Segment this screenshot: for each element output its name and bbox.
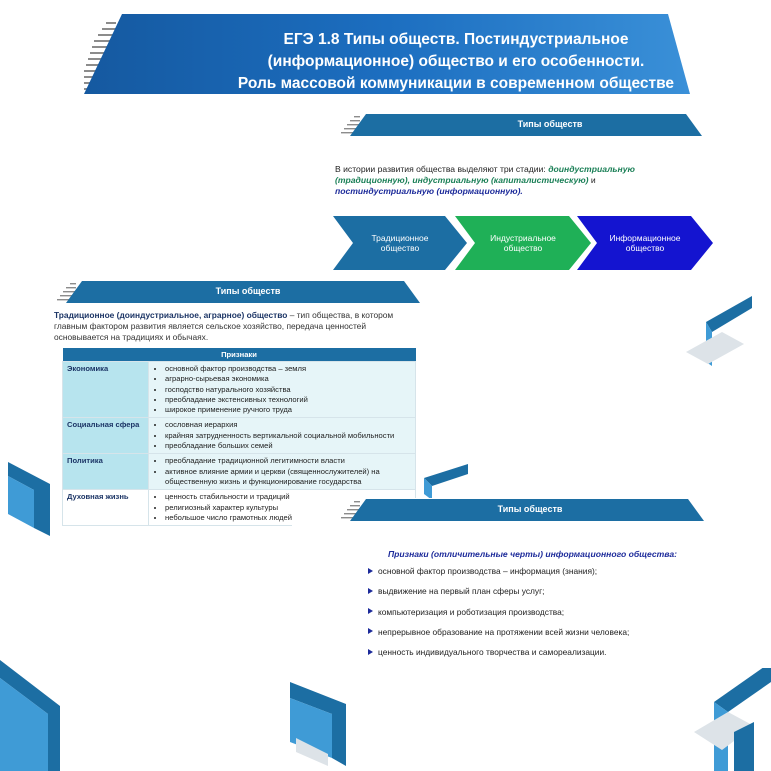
information-society-features-list bbox=[368, 566, 629, 667]
list-item: • преобладание традиционной легитимности власти bbox=[165, 456, 411, 466]
intro-prefix: В истории развития общества выделяют три стадии: bbox=[335, 164, 549, 174]
list-item: • преобладание больших семей bbox=[165, 441, 411, 451]
decorative-block-bottom-left bbox=[0, 660, 66, 771]
list-item: • сословная иерархия bbox=[165, 420, 411, 430]
row-category: Духовная жизнь bbox=[63, 490, 149, 526]
table-row bbox=[63, 454, 416, 490]
table-row bbox=[63, 418, 416, 454]
list-item: • господство натурального хозяйства bbox=[165, 385, 411, 395]
list-item: основной фактор производства – информация (знания); bbox=[368, 566, 629, 586]
stage-arrow-traditional-line2: общество bbox=[380, 243, 420, 253]
row-category: Социальная сфера bbox=[63, 418, 149, 454]
list-item: • широкое применение ручного труда bbox=[165, 405, 411, 415]
row-items bbox=[149, 362, 416, 418]
list-item: • ценность стабильности и традиций bbox=[165, 492, 411, 502]
section1-intro bbox=[335, 164, 695, 197]
list-item: выдвижение на первый план сферы услуг; bbox=[368, 586, 629, 606]
stage-arrow-information-line1: Информационное bbox=[609, 233, 681, 243]
traditional-society-definition bbox=[54, 310, 402, 343]
row-category: Экономика bbox=[63, 362, 149, 418]
title-banner bbox=[84, 14, 690, 94]
definition-term: Традиционное (доиндустриальное, аграрное) общество bbox=[54, 310, 288, 320]
title-line-2: (информационное) общество и его особенности. bbox=[267, 53, 645, 70]
stage-arrow-industrial bbox=[455, 216, 591, 270]
decorative-block-left bbox=[8, 462, 50, 536]
decorative-block-bottom-right bbox=[694, 662, 771, 771]
list-item: • преобладание экстенсивных технологий bbox=[165, 395, 411, 405]
list-item: непрерывное образование на протяжении всей жизни человека; bbox=[368, 627, 629, 647]
stage-arrow-information bbox=[577, 216, 713, 270]
section3-header-label: Типы обществ bbox=[497, 504, 563, 514]
decorative-block-center bbox=[424, 464, 468, 500]
stage-arrow-traditional bbox=[333, 216, 467, 270]
list-item: ценность индивидуального творчества и самореализации. bbox=[368, 647, 629, 667]
intro-and: и bbox=[588, 175, 596, 185]
section2-header-label: Типы обществ bbox=[215, 286, 281, 296]
decorative-block-right-upper bbox=[686, 296, 752, 366]
table-row bbox=[63, 362, 416, 418]
list-item: • крайняя затрудненность вертикальной социальной мобильности bbox=[165, 431, 411, 441]
table-header: Признаки bbox=[63, 348, 416, 362]
row-items bbox=[149, 454, 416, 490]
intro-stage-traditional-industrial: доиндустриальную (традиционную), индустриальную (капиталистическую) bbox=[335, 164, 635, 185]
title-line-3: Роль массовой коммуникации в современном обществе bbox=[237, 75, 675, 92]
decorative-block-bottom-center bbox=[290, 682, 360, 766]
list-item: • активное влияние армии и церкви (священнослужителей) на общественную жизнь и функционирование государства bbox=[165, 467, 411, 488]
information-society-features-title: Признаки (отличительные черты) информационного общества: bbox=[388, 549, 678, 559]
list-item: • основной фактор производства – земля bbox=[165, 364, 411, 374]
title-line-1: ЕГЭ 1.8 Типы обществ. Постиндустриальное bbox=[283, 31, 629, 48]
row-category: Политика bbox=[63, 454, 149, 490]
row-items bbox=[149, 418, 416, 454]
section2-header bbox=[56, 281, 420, 303]
section3-header bbox=[340, 499, 704, 521]
stage-arrow-information-line2: общество bbox=[625, 243, 665, 253]
list-item: • небольшое число грамотных людей bbox=[165, 513, 411, 523]
page-title bbox=[176, 29, 736, 95]
stage-arrow-industrial-line1: Индустриальное bbox=[490, 233, 556, 243]
list-item: • аграрно-сырьевая экономика bbox=[165, 374, 411, 384]
list-item: • религиозный характер культуры bbox=[165, 503, 411, 513]
stage-arrow-traditional-line1: Традиционное bbox=[371, 233, 429, 243]
list-item: компьютеризация и роботизация производства; bbox=[368, 607, 629, 627]
section1-header-label: Типы обществ bbox=[517, 119, 583, 129]
section1-header bbox=[340, 114, 702, 136]
stage-arrow-industrial-line2: общество bbox=[503, 243, 543, 253]
intro-stage-postindustrial: постиндустриальную (информационную). bbox=[335, 186, 523, 196]
definition-text: – тип общества, в котором главным фактором развития является сельское хозяйство, передача ценностей основывается на традициях и обычаях. bbox=[54, 310, 394, 342]
